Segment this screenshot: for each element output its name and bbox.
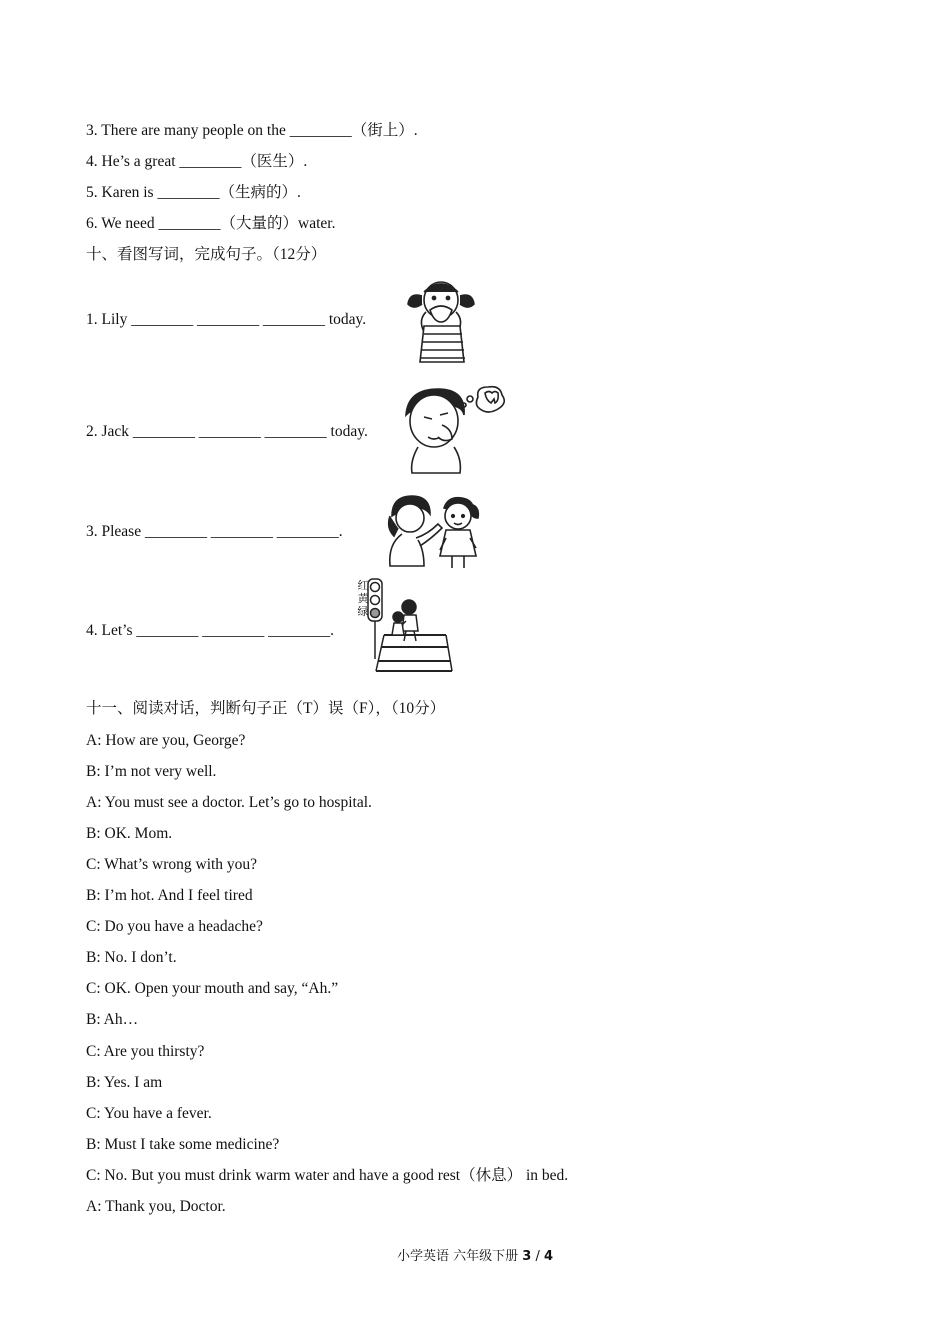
footer-separator: / bbox=[531, 1249, 544, 1264]
fill-in-item-6: 6. We need ________（大量的）water. bbox=[86, 215, 336, 232]
mother-daughter-icon bbox=[380, 494, 484, 570]
picture-item-3: 3. Please ________ ________ ________. bbox=[86, 523, 343, 540]
dialogue-line: A: Thank you, Doctor. bbox=[86, 1198, 226, 1215]
dialogue-line: B: I’m hot. And I feel tired bbox=[86, 887, 253, 904]
dialogue-line: B: I’m not very well. bbox=[86, 763, 217, 780]
label-yellow: 黄 bbox=[357, 592, 369, 605]
crossing-street-icon bbox=[354, 577, 454, 673]
dialogue-line: C: What’s wrong with you? bbox=[86, 856, 258, 873]
toothache-boy-icon bbox=[398, 385, 508, 475]
dialogue-line: B: Ah… bbox=[86, 1011, 139, 1028]
picture-item-1: 1. Lily ________ ________ ________ today. bbox=[86, 311, 367, 328]
dialogue-line: C: Do you have a headache? bbox=[86, 918, 263, 935]
dialogue-line: C: OK. Open your mouth and say, “Ah.” bbox=[86, 980, 339, 997]
dialogue-line: B: Must I take some medicine? bbox=[86, 1136, 280, 1153]
picture-item-4: 4. Let’s ________ ________ ________. bbox=[86, 622, 334, 639]
footer-page-number: 3 bbox=[522, 1249, 532, 1264]
dialogue-line: C: No. But you must drink warm water and have a good rest（休息） in bed. bbox=[86, 1167, 569, 1184]
sneezing-girl-icon bbox=[402, 274, 484, 364]
picture-item-2: 2. Jack ________ ________ ________ today. bbox=[86, 423, 368, 440]
label-green: 绿 bbox=[357, 605, 369, 618]
fill-in-item-4: 4. He’s a great ________（医生）. bbox=[86, 153, 308, 170]
dialogue-line: B: No. I don’t. bbox=[86, 949, 177, 966]
footer-subject: 小学英语 六年级下册 bbox=[396, 1249, 519, 1264]
section-11-title: 十一、阅读对话，判断句子正（T）误（F），（10分） bbox=[86, 700, 446, 717]
dialogue-line: B: OK. Mom. bbox=[86, 825, 173, 842]
dialogue-line: B: Yes. I am bbox=[86, 1074, 163, 1091]
dialogue-line: A: You must see a doctor. Let’s go to hospital. bbox=[86, 794, 372, 811]
dialogue-line: A: How are you, George? bbox=[86, 732, 246, 749]
section-10-title: 十、看图写词，完成句子。（12分） bbox=[86, 246, 327, 263]
page-footer bbox=[0, 1245, 950, 1264]
fill-in-item-5: 5. Karen is ________（生病的）. bbox=[86, 184, 301, 201]
label-red: 红 bbox=[357, 579, 369, 592]
fill-in-item-3: 3. There are many people on the ________（街上）. bbox=[86, 122, 418, 139]
dialogue-line: C: Are you thirsty? bbox=[86, 1043, 205, 1060]
dialogue-line: C: You have a fever. bbox=[86, 1105, 212, 1122]
footer-page-total: 4 bbox=[543, 1249, 554, 1264]
